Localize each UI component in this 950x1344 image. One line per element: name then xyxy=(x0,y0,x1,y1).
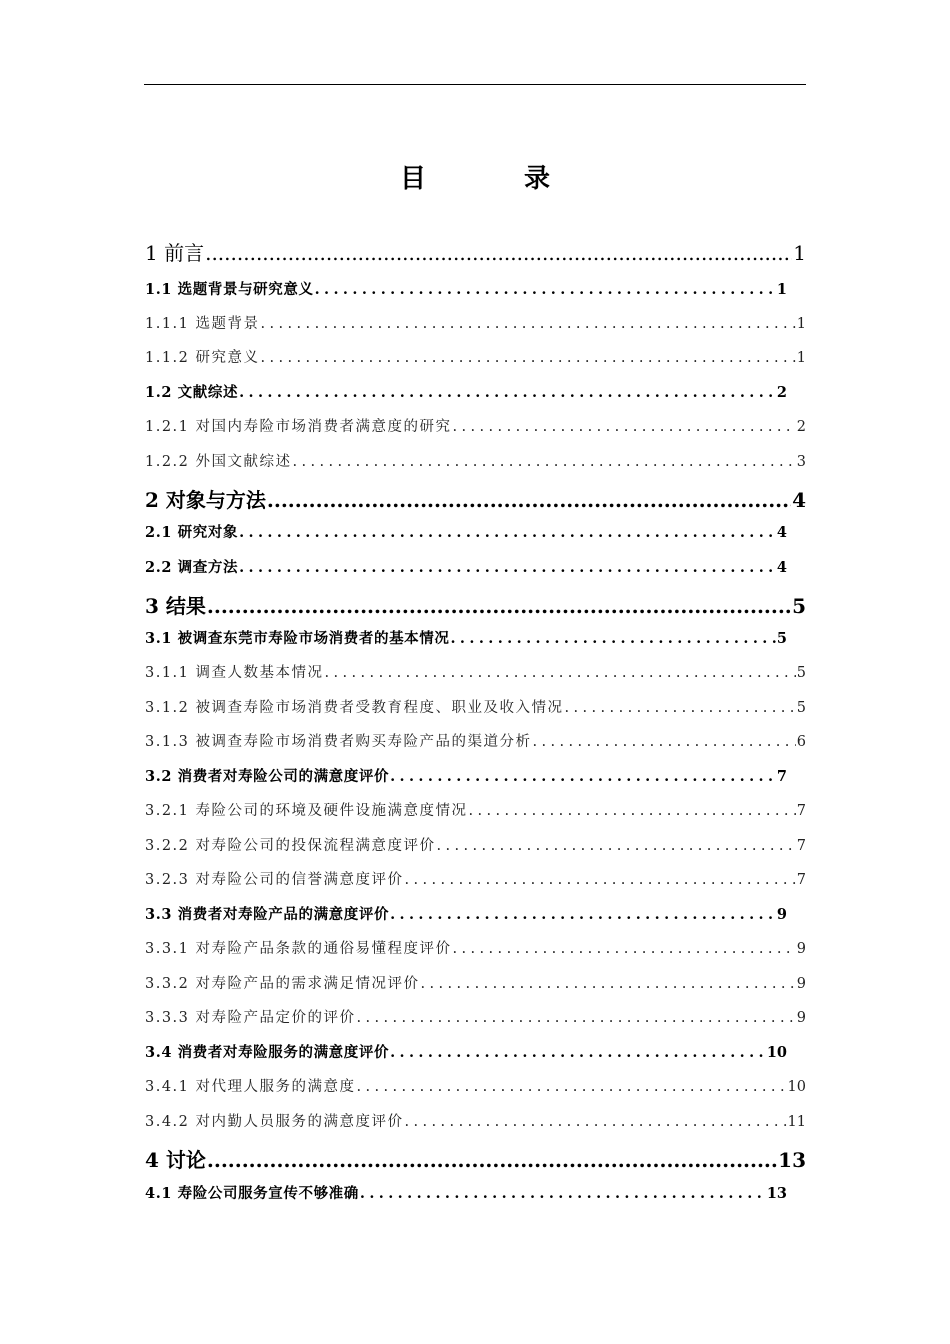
toc-entry-label: 3.2 消费者对寿险公司的满意度评价 xyxy=(145,768,390,785)
dot-leader xyxy=(357,1079,787,1095)
toc-entry-label: 3.3.1 对寿险产品条款的通俗易懂程度评价 xyxy=(145,941,452,957)
toc-entry-label: 3.3.2 对寿险产品的需求满足情况评价 xyxy=(145,976,420,992)
toc-entry-label: 1.2.2 外国文献综述 xyxy=(145,454,292,470)
toc-entry-page: 5 xyxy=(796,665,806,681)
toc-entry-page: 1 xyxy=(793,241,806,265)
toc-entry-page: 13 xyxy=(766,1185,787,1202)
dot-leader xyxy=(239,384,776,401)
toc-entry[interactable] xyxy=(145,590,806,619)
toc-entry[interactable] xyxy=(145,868,806,889)
toc-entry[interactable] xyxy=(145,730,806,751)
toc-entry-label: 3 结果 xyxy=(145,594,206,618)
toc-entry[interactable] xyxy=(145,484,806,513)
toc-entry[interactable] xyxy=(145,1075,806,1096)
toc-entry[interactable] xyxy=(145,1182,787,1203)
toc-entry-label: 3.4.2 对内勤人员服务的满意度评价 xyxy=(145,1114,404,1130)
toc-entry-label: 1.1 选题背景与研究意义 xyxy=(145,281,314,298)
toc-entry-label: 1.1.1 选题背景 xyxy=(145,316,260,332)
toc-entry[interactable] xyxy=(145,696,806,717)
dot-leader xyxy=(325,665,796,681)
dot-leader xyxy=(357,1010,796,1026)
header-rule xyxy=(144,84,806,85)
toc-entry[interactable] xyxy=(145,278,787,299)
toc-entry[interactable] xyxy=(145,937,806,958)
dot-leader xyxy=(565,700,796,716)
dot-leader xyxy=(261,316,796,332)
toc-entry-label: 3.1.2 被调查寿险市场消费者受教育程度、职业及收入情况 xyxy=(145,700,564,716)
toc-entry[interactable] xyxy=(145,1006,806,1027)
toc-entry-label: 3.2.1 寿险公司的环境及硬件设施满意度情况 xyxy=(145,803,468,819)
toc-entry-label: 3.3 消费者对寿险产品的满意度评价 xyxy=(145,906,390,923)
toc-entry[interactable] xyxy=(145,834,806,855)
toc-entry-page: 6 xyxy=(796,734,806,750)
dot-leader xyxy=(239,559,776,576)
toc-entry-page: 7 xyxy=(796,872,806,888)
dot-leader xyxy=(390,768,776,785)
toc-entry-page: 5 xyxy=(796,700,806,716)
toc-entry[interactable] xyxy=(145,1144,806,1173)
dot-leader xyxy=(533,734,796,750)
toc-entry-page: 7 xyxy=(776,768,787,785)
dot-leader xyxy=(390,1044,766,1061)
dot-leader xyxy=(405,872,796,888)
toc-entry[interactable] xyxy=(145,1041,787,1062)
toc-title: 目 录 xyxy=(399,164,586,194)
toc-entry-label: 2.2 调查方法 xyxy=(145,559,239,576)
toc-entry-label: 1.2 文献综述 xyxy=(145,384,239,401)
toc-entry-page: 1 xyxy=(796,316,806,332)
dot-leader xyxy=(453,941,796,957)
dot-leader xyxy=(405,1114,787,1130)
dot-leader xyxy=(207,594,791,618)
toc-entry-label: 4.1 寿险公司服务宣传不够准确 xyxy=(145,1185,359,1202)
toc-entry-page: 9 xyxy=(796,976,806,992)
toc-entry-label: 1.1.2 研究意义 xyxy=(145,350,260,366)
toc-entry-page: 5 xyxy=(776,630,787,647)
toc-entry-page: 4 xyxy=(776,559,787,576)
dot-leader xyxy=(315,281,776,298)
toc-entry-page: 5 xyxy=(792,594,806,618)
toc-entry[interactable] xyxy=(145,450,806,471)
toc-entry-label: 1 前言 xyxy=(145,241,205,265)
toc-entry-label: 3.3.3 对寿险产品定价的评价 xyxy=(145,1010,356,1026)
toc-entry-label: 3.2.2 对寿险公司的投保流程满意度评价 xyxy=(145,838,436,854)
dot-leader xyxy=(261,350,796,366)
toc-entry-page: 9 xyxy=(796,1010,806,1026)
toc-entry-label: 3.1 被调查东莞市寿险市场消费者的基本情况 xyxy=(145,630,450,647)
dot-leader xyxy=(205,241,792,265)
toc-entry-label: 3.4.1 对代理人服务的满意度 xyxy=(145,1079,356,1095)
toc-entry[interactable] xyxy=(145,661,806,682)
toc-entry-label: 2.1 研究对象 xyxy=(145,524,239,541)
toc-entry-page: 10 xyxy=(787,1079,806,1095)
dot-leader xyxy=(469,803,796,819)
toc-entry[interactable] xyxy=(145,521,787,542)
toc-entry[interactable] xyxy=(145,903,787,924)
dot-leader xyxy=(360,1185,766,1202)
toc-entry-page: 4 xyxy=(776,524,787,541)
toc-entry[interactable] xyxy=(145,415,806,436)
toc-entry[interactable] xyxy=(145,312,806,333)
dot-leader xyxy=(421,976,796,992)
toc-entry-page: 7 xyxy=(796,838,806,854)
toc-entry-page: 13 xyxy=(778,1148,806,1172)
dot-leader xyxy=(390,906,776,923)
toc-entry[interactable] xyxy=(145,381,787,402)
toc-entry[interactable] xyxy=(145,972,806,993)
dot-leader xyxy=(453,419,796,435)
dot-leader xyxy=(207,1148,777,1172)
toc-entry[interactable] xyxy=(145,346,806,367)
dot-leader xyxy=(239,524,776,541)
toc-entry-page: 11 xyxy=(787,1114,806,1130)
toc-entry-label: 3.1.3 被调查寿险市场消费者购买寿险产品的渠道分析 xyxy=(145,734,532,750)
toc-entry-page: 2 xyxy=(796,419,806,435)
toc-entry-page: 7 xyxy=(796,803,806,819)
toc-entry-page: 3 xyxy=(796,454,806,470)
toc-entry-label: 3.2.3 对寿险公司的信誉满意度评价 xyxy=(145,872,404,888)
toc-entry-label: 1.2.1 对国内寿险市场消费者满意度的研究 xyxy=(145,419,452,435)
dot-leader xyxy=(450,630,775,647)
toc-entry-page: 9 xyxy=(776,906,787,923)
toc-entry-page: 1 xyxy=(776,281,787,298)
toc-entry[interactable] xyxy=(145,765,787,786)
toc-entry[interactable] xyxy=(145,627,787,648)
toc-entry-label: 3.1.1 调查人数基本情况 xyxy=(145,665,324,681)
toc-entry[interactable] xyxy=(145,237,806,266)
dot-leader xyxy=(267,488,791,512)
toc-entry[interactable] xyxy=(145,799,806,820)
toc-entry[interactable] xyxy=(145,556,787,577)
dot-leader xyxy=(437,838,796,854)
toc-entry-page: 1 xyxy=(796,350,806,366)
toc-entry[interactable] xyxy=(145,1110,806,1131)
toc-entry-page: 10 xyxy=(766,1044,787,1061)
toc-entry-page: 2 xyxy=(776,384,787,401)
toc-entry-page: 9 xyxy=(796,941,806,957)
toc-entry-label: 4 讨论 xyxy=(145,1148,206,1172)
toc-entry-page: 4 xyxy=(792,488,806,512)
toc-entry-label: 2 对象与方法 xyxy=(145,488,266,512)
toc-entry-label: 3.4 消费者对寿险服务的满意度评价 xyxy=(145,1044,390,1061)
dot-leader xyxy=(293,454,796,470)
